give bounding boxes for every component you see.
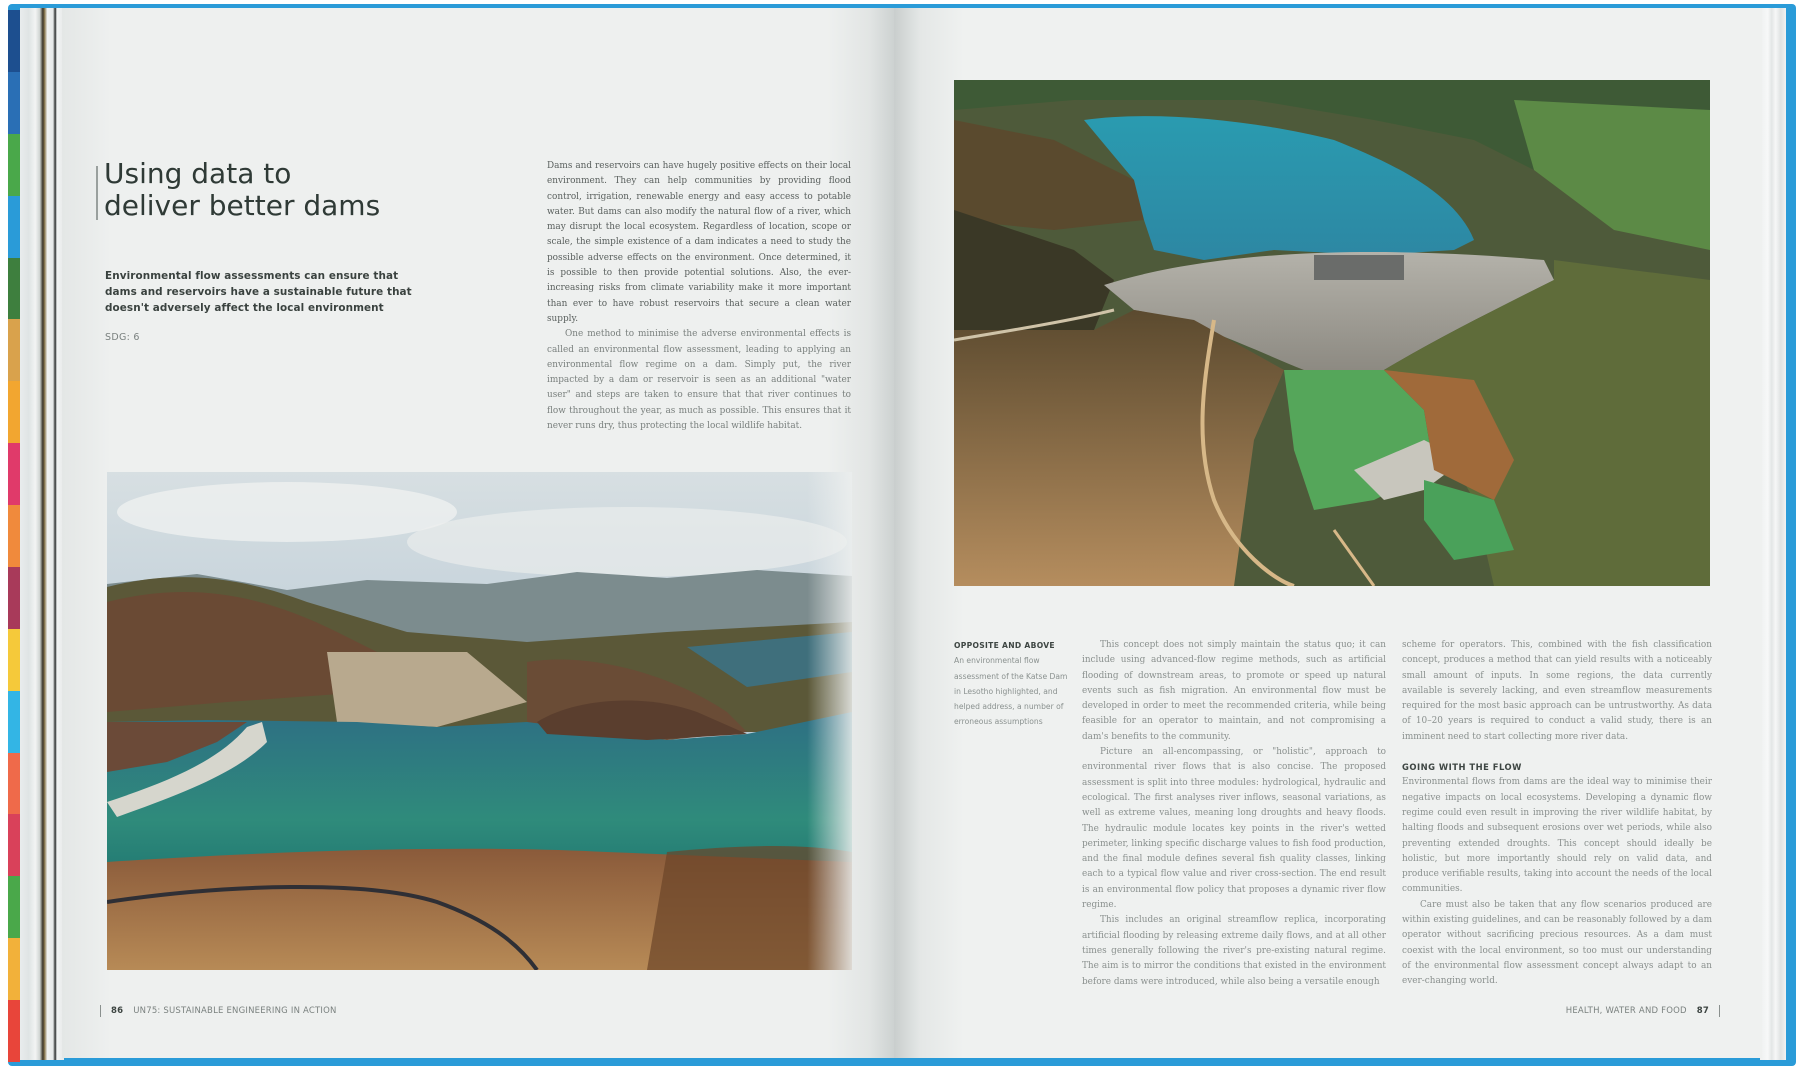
title-rule [96, 166, 98, 220]
page-number: 86 [111, 1006, 124, 1016]
intro-text [547, 159, 851, 434]
body-paragraph: Care must also be taken that any flow scenarios produced are within existing guidelines, and can be reasonably followed by a dam operator without sacrificing precious resources. As a dam must coexist with the local environment, so too must our understanding of the environmental flow assessment concept always adapt to an ever-changing world. [1402, 899, 1712, 987]
caption-heading: OPPOSITE AND ABOVE [954, 641, 1055, 650]
folio-rule [100, 1005, 101, 1017]
page-edges-left [20, 8, 64, 1060]
body-column-2 [1402, 638, 1712, 990]
intro-paragraph: One method to minimise the adverse environmental effects is called an environmental flow assessment, leading to applying an environmental flow regime on a dam. Simply put, the river impacted by a dam or reservoir is seen as an additional "water user" and steps are taken to ensure that that river continues to flow throughout the year, as much as possible. This ensures that it never runs dry, thus protecting the local wildlife habitat. [547, 329, 851, 432]
intro-paragraph: Dams and reservoirs can have hugely positive effects on their local environment. They can help communities by providing flood control, irrigation, renewable energy and easy access to potable water. But dams can also modify the natural flow of a river, which may disrupt the local ecosystem. Regardless of location, scope or scale, the simple existence of a dam indicates a need to study the possible adverse effects on the environment. Once determined, it is possible to then provide potential solutions. Also, the ever-increasing risks from climate variability make it more important than ever to have robust reservoirs that secure a clean water supply. [547, 161, 851, 324]
page-edges-right [1760, 8, 1786, 1060]
title-line-2: deliver better dams [104, 189, 381, 222]
spine-tab [8, 814, 20, 876]
body-paragraph: Environmental flows from dams are the ideal way to minimise their negative impacts on local ecosystems. Developing a dynamic flow regime could even result in improving the river wildlife habitat, by halting floods and subsequent erosions over wet periods, while also preventing extended droughts. This concept should ideally be holistic, but more importantly should rely on valid data, and produce verifiable results, taking into account the needs of the local communities. [1402, 777, 1712, 895]
spine-tab [8, 876, 20, 938]
spine-tab [8, 753, 20, 815]
body-paragraph: This includes an original streamflow replica, incorporating artificial flooding by releasing extreme daily flows, and at all other times generally following the river's pre-existing natural regime. The aim is to mirror the conditions that existed in the environment before dams were introduced, while also being a versatile enough [1082, 915, 1386, 987]
spine-tab [8, 1000, 20, 1062]
title-line-1: Using data to [104, 157, 292, 190]
photo-caption [954, 638, 1074, 730]
spine-tab [8, 10, 20, 72]
page-title [104, 158, 464, 222]
folio-left [100, 1005, 337, 1017]
spine-tab [8, 505, 20, 567]
spine-tab [8, 567, 20, 629]
running-title: UN75: SUSTAINABLE ENGINEERING IN ACTION [133, 1006, 337, 1016]
spine-color-tabs [8, 10, 20, 1062]
body-column-1 [1082, 638, 1386, 990]
reservoir-photo [107, 472, 852, 970]
folio-right [1566, 1005, 1720, 1017]
spine-tab [8, 629, 20, 691]
spine-tab [8, 258, 20, 320]
sdg-label: SDG: 6 [105, 332, 140, 343]
spine-tab [8, 319, 20, 381]
dam-photo [954, 80, 1710, 586]
spine-tab [8, 381, 20, 443]
spine-tab [8, 196, 20, 258]
spine-tab [8, 443, 20, 505]
body-paragraph: Picture an all-encompassing, or "holistic", approach to environmental river flows that is also concise. The proposed assessment is split into three modules: hydrological, hydraulic and ecological. The first analyses river inflows, seasonal variations, as well as extreme values, meaning long droughts and heavy floods. The hydraulic module locates key points in the river's wetted perimeter, linking specific discharge values to fish food production, and the final module defines several fish quality classes, linking each to a typical flow value and river cross-section. The end result is an environmental flow policy that proposes a dynamic river flow regime. [1082, 747, 1386, 911]
spine-tab [8, 134, 20, 196]
standfirst: Environmental flow assessments can ensure that dams and reservoirs have a sustainable future that doesn't adversely affect the local environment [105, 270, 412, 314]
page-number: 87 [1696, 1006, 1709, 1016]
section-subhead: GOING WITH THE FLOW [1402, 762, 1522, 773]
caption-body: An environmental flow assessment of the Katse Dam in Lesotho highlighted, and helped address, a number of erroneous assumptions [954, 656, 1068, 727]
spine-tab [8, 72, 20, 134]
running-title: HEALTH, WATER AND FOOD [1565, 1006, 1687, 1016]
body-paragraph: scheme for operators. This, combined with the fish classification concept, produces a method that can yield results with a noticeably small amount of inputs. In some regions, the data currently available is severely lacking, and even streamflow measurements required for the most basic approach can be untrustworthy. As data of 10–20 years is required to conduct a valid study, there is an imminent need to start collecting more river data. [1402, 640, 1712, 742]
spine-tab [8, 938, 20, 1000]
body-paragraph: This concept does not simply maintain the status quo; it can include using advanced-flow regime methods, such as artificial flooding of downstream areas, to promote or speed up natural events such as fish migration. An environmental flow must be developed in order to meet the recommended criteria, while being feasible for an operator to maintain, and not compromising a dam's benefits to the community. [1082, 640, 1386, 742]
spine-tab [8, 691, 20, 753]
folio-rule [1719, 1005, 1720, 1017]
